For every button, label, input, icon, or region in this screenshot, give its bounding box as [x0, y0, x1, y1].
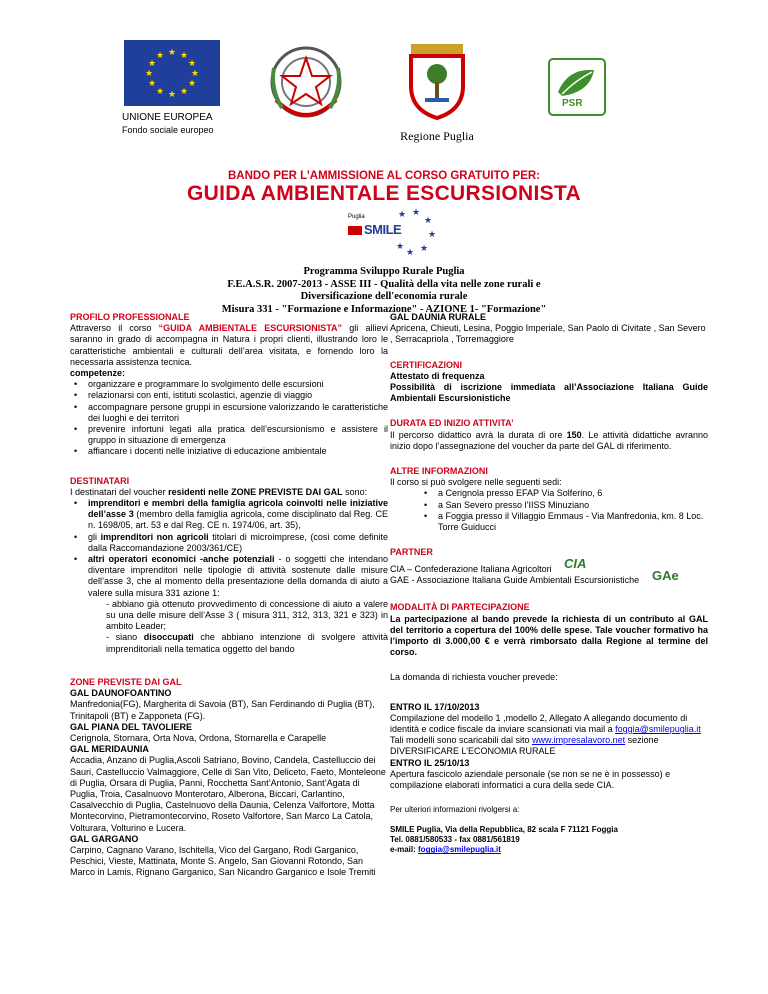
program-line-3: Diversificazione dell'economia rurale — [300, 291, 468, 302]
destinatari-intro: I destinatari del voucher residenti nelle ZONE PREVISTE DAI GAL sono: — [70, 486, 368, 497]
destinatari-list — [70, 498, 388, 599]
destinatari-sub-1: - abbiano già ottenuto provvedimento di concessione di aiuto a valere su una delle misure dell’Asse 3 ( misura 311, 312, 313, 321 e 323) in ambito Leader; — [106, 598, 388, 632]
modalita-section — [390, 602, 708, 683]
psr-label: PSR — [562, 98, 583, 109]
email-link[interactable]: foggia@smilepuglia.it — [418, 845, 501, 855]
info-intro: Il corso si può svolgere nelle seguenti sedi: — [390, 477, 562, 488]
program-line-4: Misura 331 - "Formazione e Informazione" - AZIONE 1- "Formazione" — [221, 303, 547, 315]
gal-name: GAL DAUNOFOANTINO — [70, 688, 172, 699]
section-heading: ZONE PREVISTE DAI GAL — [70, 676, 182, 687]
contatti-section — [390, 805, 708, 855]
scadenze-section — [390, 702, 708, 792]
regione-puglia-logo — [382, 42, 492, 144]
section-heading: CERTIFICAZIONI — [390, 359, 462, 370]
gal-name: GAL DAUNIA RURALE — [390, 312, 486, 322]
deadline-2-text: Apertura fascicolo aziendale personale (se non se ne è in possesso) e compilazione elaborati informatici a cura della sede CIA. — [390, 768, 671, 791]
partner-section — [390, 547, 708, 588]
section-heading: PARTNER — [390, 547, 433, 558]
gal-municipalities: Carpino, Cagnano Varano, Ischitella, Vico del Gargano, Rodi Garganico, Peschici, Vieste, Mattinata, Monte S. Angelo, San Giovanni Rotondo, San Marco in Lamis, Rignano Garganico, San Nicandro Garganico e Isole Tremiti — [70, 844, 376, 878]
list-item: • altri operatori economici -anche potenziali - o soggetti che intendano diventare imprenditori nelle tipologie di attività sostenute dalle misure dell’asse 3, che al momento della presentazione della domanda di aiuto a valere sulla misura 331 azione 1: — [88, 554, 388, 599]
list-item: • organizzare e programmare lo svolgimento delle escursioni — [88, 379, 388, 390]
cert-line: Possibilità di iscrizione immediata all’Associazione Italiana Guide Ambientali Escursionistiche — [390, 382, 708, 404]
contatti-phone: Tel. 0881/580533 - fax 0881/561819 — [390, 835, 520, 845]
destinatari-sub-2: - siano disoccupati che abbiano intenzione di svolgere attività imprenditoriali nella tematica oggetto del bando — [106, 632, 388, 654]
program-block — [0, 266, 768, 316]
cert-line: Attestato di frequenza — [390, 370, 485, 381]
partner-cia: CIA – Confederazione Italiana Agricoltori — [390, 564, 552, 575]
smile-puglia-label: Puglia — [348, 214, 365, 220]
course-title: GUIDA AMBIENTALE ESCURSIONISTA — [186, 182, 581, 205]
deadline-1-download: Tali modelli sono scaricabili dal sito www.impresalavoro.net sezione DIVERSIFICARE L’ECONOMIA RURALE — [390, 735, 659, 757]
eu-subtitle: Fondo sociale europeo — [122, 125, 214, 135]
durata-text: Il percorso didattico avrà la durata di ore 150. Le attività didattiche avranno inizio dopo l’assegnazione del voucher da parte del GAL di riferimento. — [390, 429, 708, 451]
gal-name: GAL MERIDAUNIA — [70, 744, 149, 755]
gal-municipalities: Manfredonia(FG), Margherita di Savoia (BT), San Ferdinando di Puglia (BT), Trinitapoli (BT) e Zapponeta (FG). — [70, 699, 375, 721]
profilo-intro: Attraverso il corso “GUIDA AMBIENTALE ESCURSIONISTA” gli allievi saranno in grado di accompagna in Natura i propri clienti, illustrando loro le caratteristiche ambientali e culturali dell’area visitata, e fornendo loro la necessaria assistenza tecnica. — [70, 323, 388, 367]
deadline-2: ENTRO IL 25/10/13 — [390, 757, 470, 768]
modalita-text: La partecipazione al bando prevede la richiesta di un contributo al GAL del territorio a copertura del 100% delle spese. Tale voucher formativo ha l’importo di 3.000,00 € e verrà rimborsato dalla Regione al termine del corso. — [390, 613, 708, 658]
deadline-1: ENTRO IL 17/10/2013 — [390, 701, 480, 712]
left-column — [70, 312, 388, 893]
deadline-1-text: Compilazione del modello 1 ,modello 2, Allegato A allegando documento di identità e codice fiscale da inviare scansionati via mail a foggia@smilepuglia.it — [390, 712, 701, 735]
smile-red-mark-icon — [348, 226, 362, 235]
list-item: • a Foggia presso il Villaggio Emmaus - Via Manfredonia, km. 8 Loc. Torre Guiducci — [438, 511, 708, 533]
program-line-2: F.E.A.S.R. 2007-2013 - ASSE III - Qualità della vita nelle zone rurali e — [227, 278, 541, 290]
regione-puglia-shield-icon — [407, 42, 467, 120]
website-link[interactable]: www.impresalavoro.net — [532, 735, 626, 746]
smile-wordmark: SMILE — [364, 222, 402, 237]
list-item: • gli imprenditori non agricoli titolari di microimprese, (così come definite dalla Raccomandazione 2003/361/CE) — [88, 532, 388, 554]
richiesta-intro: La domanda di richiesta voucher prevede: — [390, 672, 558, 683]
competenze-list — [70, 379, 388, 457]
profilo-section — [70, 312, 388, 458]
eu-logo — [122, 40, 234, 136]
zone-section — [70, 677, 388, 879]
contatti-address: SMILE Puglia, Via della Repubblica, 82 scala F 71121 Foggia — [390, 825, 618, 835]
certificazioni-section — [390, 360, 708, 405]
right-column — [390, 312, 708, 869]
section-heading: MODALITÀ DI PARTECIPAZIONE — [390, 602, 530, 613]
gal-municipalities: Cerignola, Stornara, Orta Nova, Ordona, Stornarella e Carapelle — [70, 732, 327, 743]
smile-stars-icon: ★ ★ ★ ★ ★ ★ ★ — [396, 207, 437, 257]
destinatari-section — [70, 476, 388, 655]
section-heading: ALTRE INFORMAZIONI — [390, 466, 488, 477]
region-name: Regione Puglia — [400, 129, 474, 143]
list-item: • affiancare i docenti nelle iniziative di educazione ambientale — [88, 446, 388, 457]
info-section — [390, 466, 708, 533]
eu-title: UNIONE EUROPEA — [122, 112, 213, 123]
list-item: • prevenire infortuni legati alla pratica dell’escursionismo e assistere il gruppo in situazione di emergenza — [88, 424, 388, 446]
cia-logo: CIA — [564, 556, 587, 572]
list-item: • a Cerignola presso EFAP Via Solferino, 6 — [438, 488, 708, 499]
eu-flag-icon: ★ ★ ★ ★ ★ ★ ★ ★ ★ ★ ★ ★ — [124, 40, 220, 106]
smile-logo — [340, 208, 440, 260]
list-item: • relazionarsi con enti, istituti scolastici, agenzie di viaggio — [88, 390, 388, 401]
section-heading: PROFILO PROFESSIONALE — [70, 312, 190, 322]
gal-municipalities: Accadia, Anzano di Puglia,Ascoli Satriano, Bovino, Candela, Castelluccio dei Sauri, Castelluccio Valmaggiore, Celle di San Vito, Deliceto, Faeto, Monteleone di Puglia, Orsara di Puglia, Panni, Rocchetta Sant’Antonio, Sant’Agata di Puglia, Troia, Casalnuovo Monterotaro, Alberona, Biccari, Carlantino, Casalvecchio di Puglia, Castelnuovo della Daunia, Celenza Valfortore, Motta Montecorvino, Pietramontecorvino, Roseto Valfortore, San Marco La Catola, Volturara, Volturino e Lucera. — [70, 755, 386, 833]
contatti-email: e-mail: foggia@smilepuglia.it — [390, 845, 501, 855]
durata-section — [390, 418, 708, 452]
program-line-1: Programma Sviluppo Rurale Puglia — [303, 266, 465, 277]
gal-name: GAL PIANA DEL TAVOLIERE — [70, 721, 193, 732]
gae-logo: GAe — [652, 568, 679, 584]
psr-logo — [548, 58, 606, 116]
gal-municipalities: Apricena, Chieuti, Lesina, Poggio Imperiale, San Paolo di Civitate , San Severo , Serracapriola , Torremaggiore — [390, 323, 706, 345]
list-item: • a San Severo presso l’IISS Minuziano — [438, 500, 708, 511]
list-item: • accompagnare persone gruppi in escursione valorizzando le caratteristiche dei luoghi e dei territori — [88, 402, 388, 424]
bando-title: BANDO PER L’AMMISSIONE AL CORSO GRATUITO PER: — [227, 170, 540, 182]
gal-daunia-section — [390, 312, 708, 346]
competenze-label: competenze: — [70, 368, 126, 379]
logo-bar — [0, 20, 768, 160]
section-heading: DURATA ED INIZIO ATTIVITA’ — [390, 418, 514, 429]
italian-republic-emblem-icon — [262, 38, 350, 128]
partner-list — [390, 556, 708, 588]
contatti-intro: Per ulteriori informazioni rivolgersi a: — [390, 805, 520, 815]
email-link[interactable]: foggia@smilepuglia.it — [615, 724, 701, 735]
sedi-list — [390, 488, 708, 533]
gal-name: GAL GARGANO — [70, 833, 139, 844]
list-item: • imprenditori e membri della famiglia agricola coinvolti nelle iniziative dell’asse 3 (membro della famiglia agricola, come disciplinato dal Reg. CE n. 1698/05, art. 53 e dal Reg. CE n. 1974/06, art. 35), — [88, 498, 388, 532]
partner-gae: GAE - Associazione Italiana Guide Ambientali Escursionistiche — [390, 575, 640, 586]
section-heading: DESTINATARI — [70, 475, 130, 486]
